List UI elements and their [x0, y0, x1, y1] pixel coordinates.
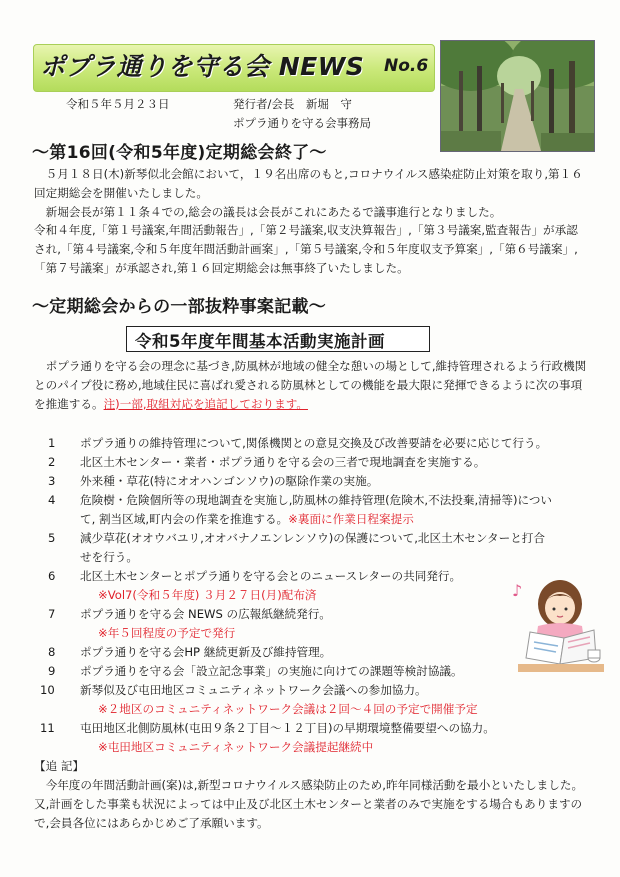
plan-item: 北区土木センターとポプラ通りを守る会とのニュースレターの共同発行。 [80, 569, 462, 583]
section1-paragraph: 令和４年度,「第１号議案,年間活動報告」,「第２号議案,収支決算報告」,「第３号議案,監査報告」が承認され,「第４号議案,令和５年度年間活動計画案」,「第５号議案,令和５年度収支予算案」,「第６号議案」,「第７号議案」が承認され,第１６回定期総会は無事終了いたしました。 [34, 223, 578, 275]
item-number: 10 [40, 683, 55, 697]
plan-intro-text: ポプラ通りを守る会の理念に基づき,防風林が地域の健全な憩いの場として,維持管理されるよう行政機関とのパイプ役に務め,地域住民に喜ばれ愛される防風林としての機能を最大限に発揮できるように次の事項を推進する。 [34, 359, 587, 411]
plan-item-note: ※屯田地区コミュニティネットワーク会議提起継続中 [98, 740, 374, 754]
newsletter-title: ポプラ通りを守る会 NEWS [40, 52, 365, 81]
item-number: 2 [48, 455, 56, 469]
plan-item-note: ※裏面に作業日程案提示 [288, 512, 414, 526]
item-number: 3 [48, 474, 56, 488]
plan-item: ポプラ通りを守る会「設立記念事業」の実施に向けての課題等検討協議。 [80, 664, 463, 678]
plan-item-continued: せを行う。 [80, 550, 138, 564]
plan-item: 屯田地区北側防風林(屯田９条２丁目～１２丁目)の早期環境整備要望への協力。 [80, 721, 495, 735]
plan-item: 北区土木センター・業者・ポプラ通りを守る会の三者で現地調査を実施する。 [80, 455, 486, 469]
item-number: 9 [48, 664, 56, 678]
office: ポプラ通りを守る会事務局 [233, 116, 371, 130]
postscript-text: 今年度の年間活動計画(案)は,新型コロナウイルス感染防止のため,昨年同様活動を最小といたしました。又,計画をした事業も状況によっては中止及び北区土木センターと業者のみで実施をする場合もありますので,会員各位にはあらかじめご了承願います。 [34, 778, 584, 830]
plan-item-note: ※年５回程度の予定で発行 [98, 626, 236, 640]
item-number: 5 [48, 531, 56, 545]
plan-item: 減少草花(オオウバユリ,オオバナノエンレンソウ)の保護について,北区土木センターと打合 [80, 531, 545, 545]
issue-number: No.6 [384, 56, 429, 76]
plan-item: ポプラ通りを守る会HP 継続更新及び維持管理。 [80, 645, 332, 659]
plan-item-note: ※Vol7(令和５年度) ３月２７日(月)配布済 [98, 588, 317, 602]
item-number: 6 [48, 569, 56, 583]
postscript-label: 【追 記】 [34, 759, 85, 773]
plan-item: ポプラ通りを守る会 NEWS の広報紙継続発行。 [80, 607, 331, 621]
plan-item-continued [80, 511, 414, 528]
item-number: 8 [48, 645, 56, 659]
section1-paragraph: ５月１８日(木)新琴似北会館において，１９名出席のもと,コロナウイルス感染症防止対策を取り,第１６回定期総会を開催いたしました。 [34, 167, 583, 200]
plan-item-note: ※２地区のコミュニティネットワーク会議は２回～４回の予定で開催予定 [98, 702, 478, 716]
item-number: 11 [40, 721, 55, 735]
item-number: 1 [48, 436, 56, 450]
section1-heading: ～第16回(令和5年度)定期総会終了～ [32, 143, 327, 163]
plan-item: 外来種・草花(特にオオハンゴンソウ)の駆除作業の実施。 [80, 474, 379, 488]
item-number: 4 [48, 493, 56, 507]
plan-title: 令和5年度年間基本活動実施計画 [135, 332, 385, 351]
issue-date: 令和５年５月２３日 [66, 97, 170, 111]
plan-item-text: て, 割当区域,町内会の作業を推進する。 [80, 512, 289, 526]
section1-body [34, 165, 589, 278]
section1-paragraph: 新堀会長が第１１条４での,総会の議長は会長がこれにあたるで議事進行となりました。 [34, 204, 502, 219]
plan-intro [34, 357, 589, 413]
poplar-avenue-photo [440, 40, 595, 152]
plan-item: ポプラ通りの維持管理について,関係機関との意見交換及び改善要請を必要に応じて行う。 [80, 436, 548, 450]
item-number: 7 [48, 607, 56, 621]
section2-heading: ～定期総会からの一部抜粋事案記載～ [32, 297, 327, 317]
plan-intro-note: 注)一部,取組対応を追記しております。 [103, 396, 308, 411]
svg-text:♪: ♪ [512, 581, 523, 600]
plan-item: 危険樹・危険個所等の現地調査を実施し,防風林の維持管理(危険木,不法投棄,清掃等)につい [80, 493, 553, 507]
plan-item: 新琴似及び屯田地区コミュニティネットワーク会議への参加協力。 [80, 683, 427, 697]
reading-girl-illustration [508, 574, 610, 678]
publisher: 発行者/会長 新堀 守 [233, 97, 352, 111]
